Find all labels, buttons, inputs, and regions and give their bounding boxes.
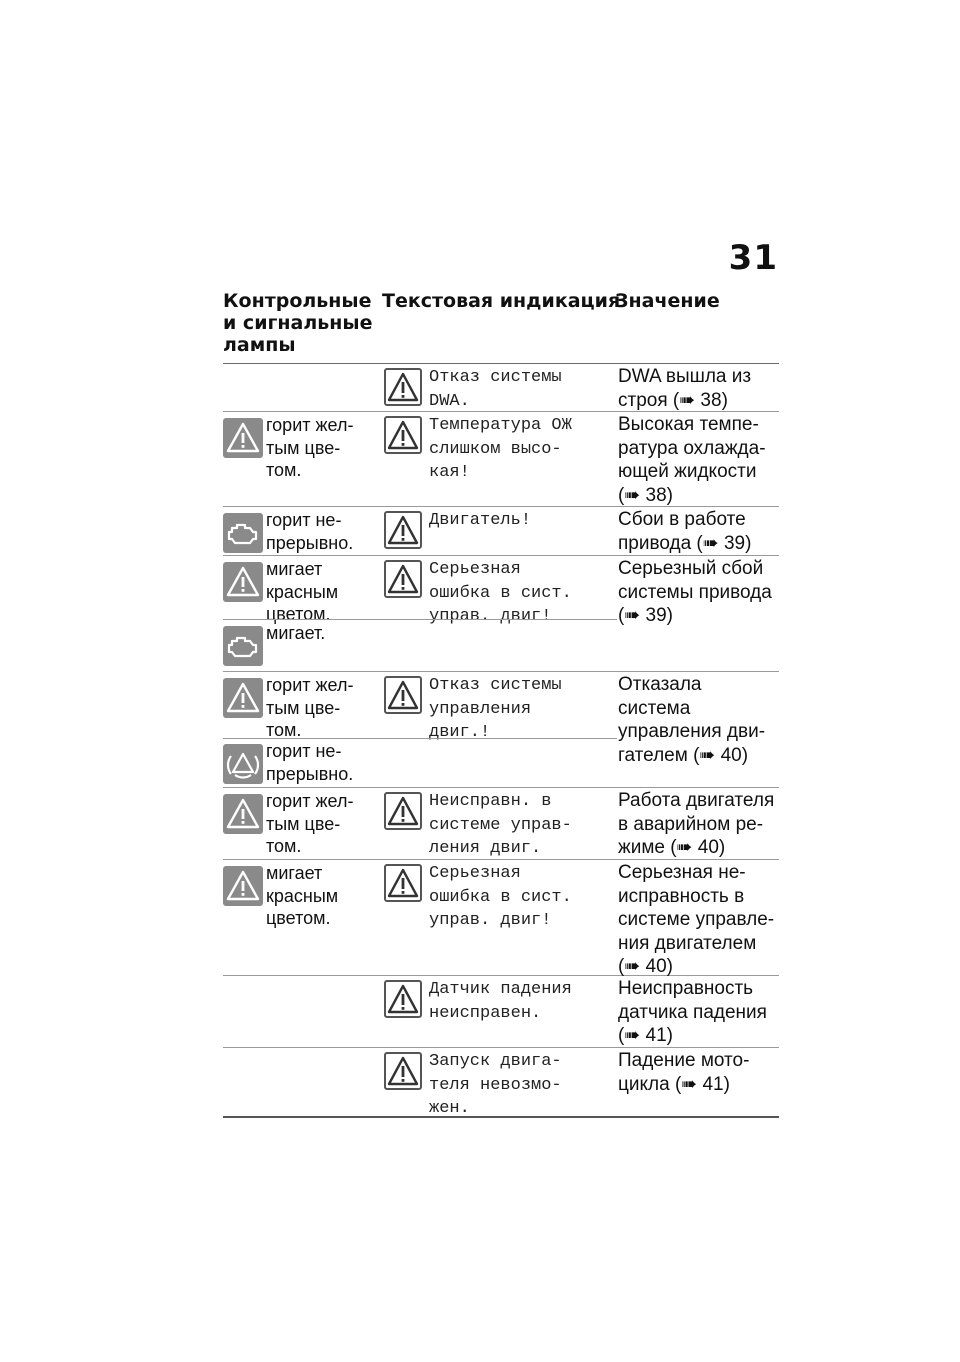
meaning-text: Работа двигателя в аварийном ре- жиме (➠ 40) <box>618 790 775 858</box>
message-text: Серьезная ошибка в сист. управ. двиг! <box>429 560 572 626</box>
lamp-state-text: мигает красным цветом. <box>266 559 339 624</box>
lamp-state-text: горит не- прерывно. <box>266 510 354 553</box>
meaning-cell <box>618 556 779 628</box>
lamp-state-text: мигает. <box>266 623 326 643</box>
message-text: Температура ОЖ слишком высо- кая! <box>429 416 572 482</box>
table-row <box>223 860 779 976</box>
message-text: Неисправн. в системе управ- ления двиг. <box>429 792 572 858</box>
meaning-cell <box>618 364 779 412</box>
table-row <box>223 507 779 556</box>
warning-triangle-icon <box>384 676 422 714</box>
header-lamps: Контрольные и сигнальные лампы <box>223 290 373 356</box>
indicator-table <box>223 290 779 1118</box>
message-text: Серьезная ошибка в сист. управ. двиг! <box>429 864 572 930</box>
meaning-cell <box>618 507 779 555</box>
meaning-text: Сбои в работе привода (➠ 39) <box>618 509 752 554</box>
meaning-cell <box>618 1048 779 1096</box>
meaning-cell <box>618 788 779 860</box>
warning-lamp-icon <box>223 562 263 602</box>
message-text: Отказ системы управления двиг.! <box>429 676 562 742</box>
meaning-text: Неисправность датчика падения (➠ 41) <box>618 978 767 1046</box>
table-row <box>223 364 779 412</box>
meaning-cell <box>618 672 779 767</box>
warning-triangle-icon <box>384 511 422 549</box>
warning-triangle-icon <box>384 1052 422 1090</box>
table-row <box>223 788 779 860</box>
warning-triangle-icon <box>384 792 422 830</box>
table-header <box>223 290 779 364</box>
meaning-text: Отказала система управления дви- гателем (➠ 40) <box>618 674 766 766</box>
warning-triangle-icon <box>384 368 422 406</box>
lamp-state-text: горит жел- тым цве- том. <box>266 675 354 740</box>
table-row <box>223 556 779 672</box>
warning-triangle-icon <box>384 416 422 454</box>
warning-lamp-icon <box>223 866 263 906</box>
message-text: Датчик падения неисправен. <box>429 980 572 1023</box>
table-row <box>223 976 779 1048</box>
lamp-state-text: горит жел- тым цве- том. <box>266 415 354 480</box>
header-text: Текстовая индикация <box>382 290 621 312</box>
meaning-text: Падение мото- цикла (➠ 41) <box>618 1050 750 1095</box>
page-number: 31 <box>728 238 778 278</box>
meaning-text: DWA вышла из строя (➠ 38) <box>618 366 752 411</box>
message-text: Двигатель! <box>429 511 532 530</box>
lamp-state-text: мигает красным цветом. <box>266 863 339 928</box>
warning-lamp-icon <box>223 678 263 718</box>
meaning-cell <box>618 860 779 979</box>
meaning-text: Серьезный сбой системы привода (➠ 39) <box>618 558 772 626</box>
table-row <box>223 412 779 507</box>
meaning-cell <box>618 976 779 1048</box>
lamp-state-text: горит не- прерывно. <box>266 741 354 784</box>
emergency-mode-icon <box>223 744 263 784</box>
meaning-text: Серьезная не- исправность в системе управле- ния двигателем (➠ 40) <box>618 862 775 977</box>
message-text: Запуск двига- теля невозмо- жен. <box>429 1052 562 1118</box>
warning-lamp-icon <box>223 418 263 458</box>
warning-triangle-icon <box>384 980 422 1018</box>
warning-triangle-icon <box>384 864 422 902</box>
warning-triangle-icon <box>384 560 422 598</box>
table-row <box>223 1048 779 1118</box>
engine-check-icon <box>223 626 263 666</box>
warning-lamp-icon <box>223 794 263 834</box>
lamp-state-text: горит жел- тым цве- том. <box>266 791 354 856</box>
meaning-cell <box>618 412 779 507</box>
header-meaning: Значение <box>615 290 720 312</box>
sub-row-divider <box>223 738 617 739</box>
engine-check-icon <box>223 513 263 553</box>
table-row <box>223 672 779 788</box>
message-text: Отказ системы DWA. <box>429 368 562 411</box>
sub-row-divider <box>223 619 617 620</box>
meaning-text: Высокая темпе- ратура охлажда- ющей жидкости (➠ 38) <box>618 414 766 506</box>
